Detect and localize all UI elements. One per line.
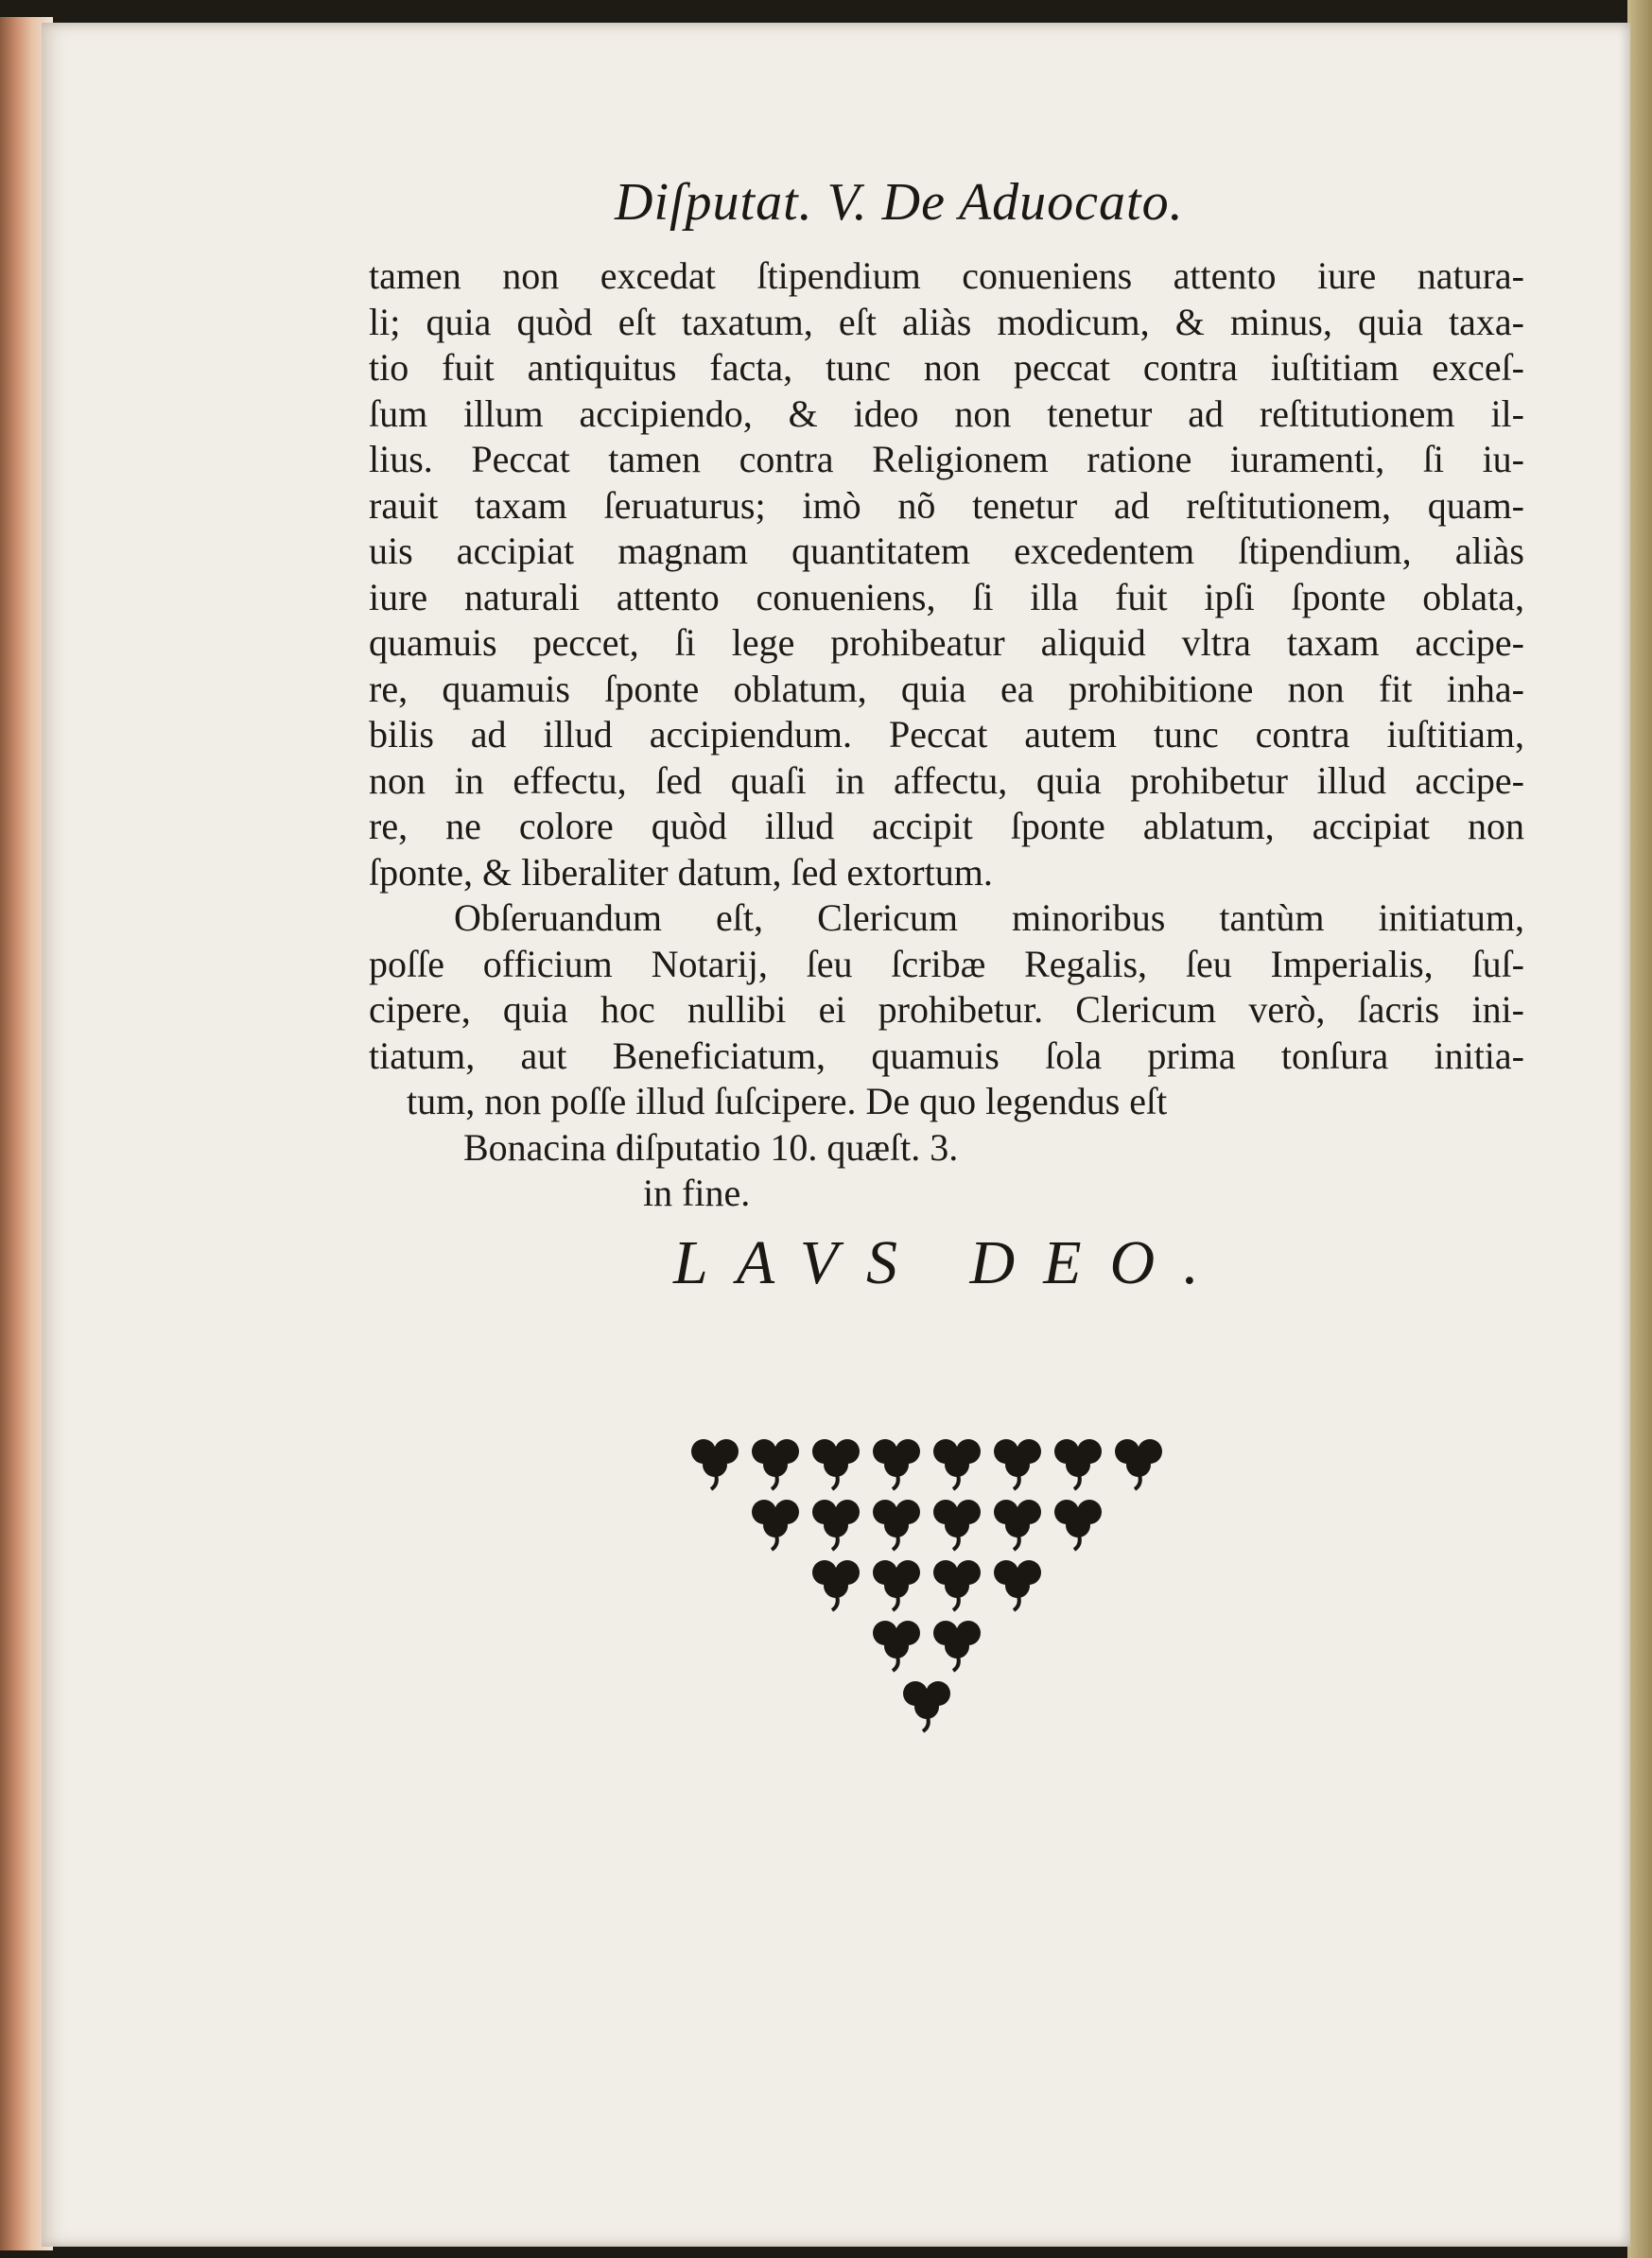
text-line: re, quamuis ſponte oblatum, quia ea prohibitione non fit inha-	[369, 667, 1524, 710]
running-head: Diſputat. V. De Aduocato.	[615, 173, 1184, 232]
text-line: uis accipiat magnam quantitatem excedentem ſtipendium, aliàs	[369, 530, 1524, 572]
fleuron	[903, 1681, 950, 1731]
text-line: tum, non poſſe illud ſuſcipere. De quo legendus eſt	[407, 1080, 1168, 1122]
fleuron-ornament	[681, 1433, 1173, 1745]
finis-laus-deo: LAVS DEO.	[673, 1228, 1227, 1297]
fleuron	[994, 1560, 1041, 1610]
text-line: li; quia quòd eſt taxatum, eſt aliàs modicum, & minus, quia taxa-	[369, 300, 1524, 343]
fleuron	[933, 1560, 981, 1610]
fleuron	[752, 1439, 799, 1489]
paragraph-2	[369, 895, 1524, 1217]
fleuron	[812, 1439, 860, 1489]
text-line: ſum illum accipiendo, & ideo non tenetur ad reſtitutionem il-	[369, 391, 1524, 435]
text-line: lius. Peccat tamen contra Religionem ratione iuramenti, ſi iu-	[369, 438, 1524, 480]
fleuron	[812, 1560, 860, 1610]
fleuron	[933, 1439, 981, 1489]
text-line: tio fuit antiquitus facta, tunc non peccat contra iuſtitiam exceſ-	[369, 346, 1524, 389]
text-line: Obſeruandum eſt, Clericum minoribus tantùm initiatum,	[454, 896, 1524, 939]
text-line: re, ne colore quòd illud accipit ſponte ablatum, accipiat non	[369, 805, 1524, 847]
fleuron	[691, 1439, 739, 1489]
fleuron	[873, 1439, 920, 1489]
text-line: quamuis peccet, ſi lege prohibeatur aliquid vltra taxam accipe-	[369, 621, 1524, 664]
text-line: ſponte, & liberaliter datum, ſed extortum.	[369, 850, 993, 894]
text-line: iure naturali attento conueniens, ſi illa fuit ipſi ſponte oblata,	[369, 575, 1524, 618]
fleuron	[1115, 1439, 1162, 1489]
text-line: cipere, quia hoc nullibi ei prohibetur. Clericum verò, ſacris ini-	[369, 988, 1524, 1031]
fleuron	[933, 1500, 981, 1550]
text-line: tamen non excedat ſtipendium conueniens attento iure natura-	[369, 254, 1524, 297]
paragraph-1	[369, 253, 1524, 895]
fleuron	[994, 1500, 1041, 1550]
text-line: non in effectu, ſed quaſi in affectu, quia prohibetur illud accipe-	[369, 758, 1524, 802]
body-text	[369, 253, 1524, 1217]
fleuron	[873, 1560, 920, 1610]
fleuron	[812, 1500, 860, 1550]
text-line: Bonacina diſputatio 10. quæſt. 3.	[463, 1125, 959, 1169]
fleuron	[752, 1500, 799, 1550]
fleuron	[1054, 1439, 1102, 1489]
text-line: tiatum, aut Beneficiatum, quamuis ſola prima tonſura initia-	[369, 1033, 1524, 1077]
fleuron	[873, 1621, 920, 1671]
text-line: poſſe officium Notarij, ſeu ſcribæ Regalis, ſeu Imperialis, ſuſ-	[369, 942, 1524, 985]
fleuron	[873, 1500, 920, 1550]
text-line: bilis ad illud accipiendum. Peccat autem tunc contra iuſtitiam,	[369, 713, 1524, 756]
fleuron	[1054, 1500, 1102, 1550]
text-line: in fine.	[643, 1172, 751, 1214]
fleuron	[994, 1439, 1041, 1489]
page-fore-edge	[1627, 0, 1652, 2258]
fleuron	[933, 1621, 981, 1671]
text-line: rauit taxam ſeruaturus; imò nõ tenetur ad reſtitutionem, quam-	[369, 483, 1524, 527]
